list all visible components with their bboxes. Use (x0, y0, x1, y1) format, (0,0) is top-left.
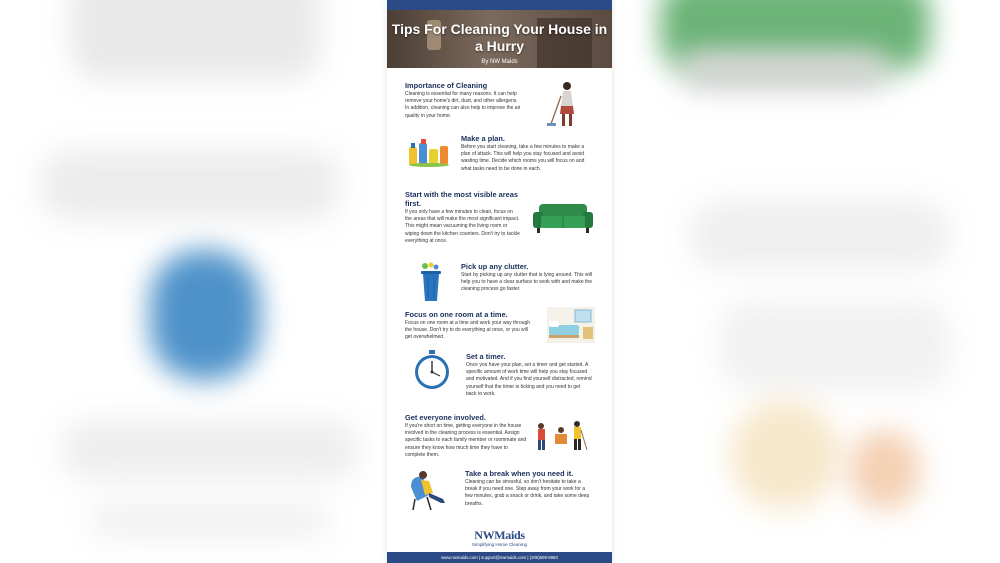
section-body: Start by picking up any clutter that is lying around. This will help you to have a clear surface to work with and make the cleaning process go faster. (461, 272, 592, 293)
section-body: Before you start cleaning, take a few minutes to make a plan of attack. This will help you stay focused and avoid wasting time. Decide which rooms you will focus on and what tasks need to be done in each. (461, 144, 585, 172)
section-break (465, 469, 592, 508)
byline: By NW Maids (481, 59, 518, 65)
section-heading: Start with the most visible areas first. (405, 190, 518, 208)
hero-banner (387, 10, 612, 68)
section-heading: Take a break when you need it. (465, 469, 574, 478)
section-body: Cleaning can be stressful, so don't hesitate to take a break if you need one. Step away from your work for a few minutes, grab a snack or drink, and take some deep breaths. (465, 479, 590, 507)
cleaning-supplies-icon (407, 137, 451, 167)
section-visible-areas (405, 190, 521, 245)
bedroom-icon (547, 307, 595, 343)
section-importance (405, 81, 523, 120)
section-heading: Get everyone involved. (405, 413, 486, 422)
stopwatch-icon (413, 350, 451, 390)
section-clutter (461, 262, 592, 294)
trash-bin-icon (419, 262, 443, 302)
section-one-room (405, 310, 535, 342)
top-bar (387, 0, 612, 10)
section-make-plan (461, 134, 589, 173)
section-body: Once you have your plan, set a timer and get started. A specific amount of work time will help you stay focused and motivated. And if you find yourself distracted, remind yourself that the timer is ticking and you need to get back to work. (466, 362, 592, 397)
section-heading: Set a timer. (466, 352, 506, 361)
woman-mopping-icon (547, 80, 587, 128)
infographic-title: Tips For Cleaning Your House in a Hurry (391, 21, 608, 54)
section-timer (466, 352, 592, 398)
green-sofa-icon (533, 202, 593, 234)
section-heading: Importance of Cleaning (405, 81, 488, 90)
logo-tagline: Simplifying Home Cleaning (471, 542, 528, 547)
logo-name: NWMaids (474, 528, 525, 542)
section-heading: Focus on one room at a time. (405, 310, 508, 319)
brand-logo (387, 528, 612, 547)
infographic (387, 0, 612, 563)
family-cleaning-icon (533, 416, 589, 452)
section-body: If you only have a few minutes to clean, focus on the areas that will make the most significant impact. This might mean vacuuming the living room or wiping down the kitchen counters. Don't try to tackle everything at once. (405, 209, 520, 244)
relaxing-person-icon (407, 467, 451, 511)
section-body: Cleaning is essential for many reasons. It can help remove your home's dirt, dust, and other allergens. In addition, cleaning can also help to improve the air quality in your home. (405, 91, 521, 119)
section-heading: Make a plan. (461, 134, 505, 143)
section-everyone (405, 413, 527, 459)
section-heading: Pick up any clutter. (461, 262, 529, 271)
section-body: Focus on one room at a time and work your way through the house. Don't try to do everything at once, or you will get overwhelmed. (405, 320, 531, 341)
footer-contact: www.nwmaids.com | support@nwmaids.com | (206)508-5950 (387, 552, 612, 563)
section-body: If you're short on time, getting everyone in the house involved in the cleaning process is essential. Assign specific tasks to each family member or roommate and ensure they know how much time they have to complete them. (405, 423, 527, 458)
